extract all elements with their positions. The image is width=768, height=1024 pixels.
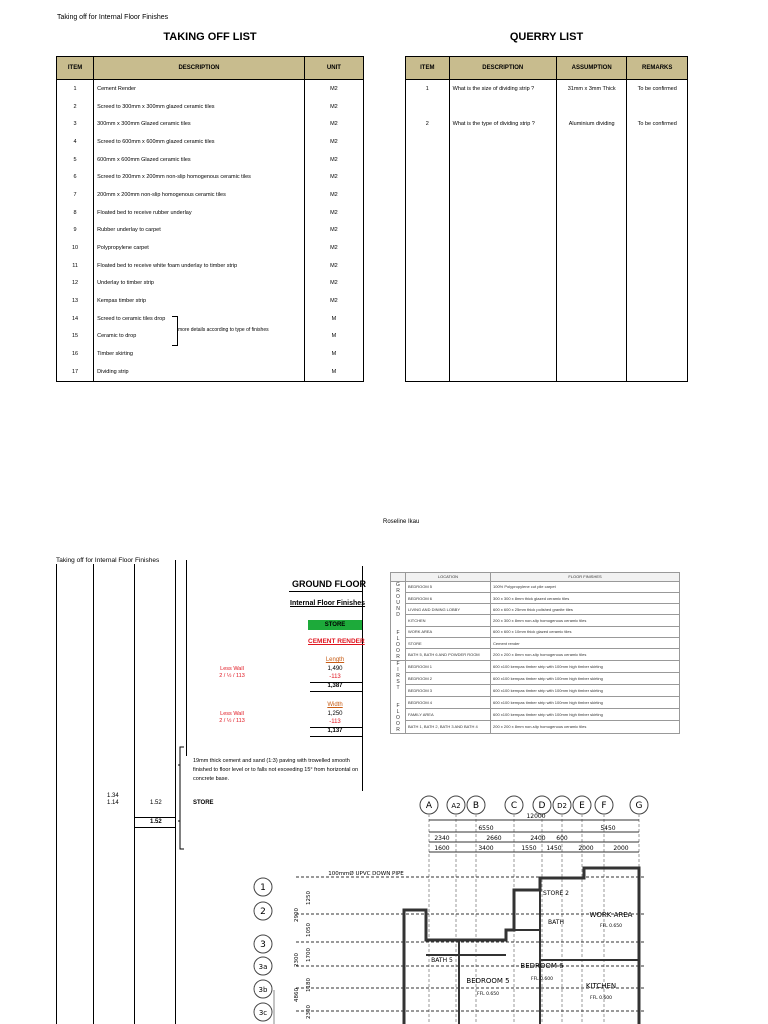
schedule-row	[391, 649, 680, 660]
room-label: WORK AREA	[589, 911, 633, 919]
assumption-cell	[556, 186, 627, 204]
grid-label: 2	[260, 907, 266, 917]
remarks-cell	[627, 168, 688, 186]
dimension-text: 1550	[521, 845, 537, 852]
table-row	[406, 204, 688, 222]
finish-cell: 600 x 600 x 25mm thick polished granite tiles	[491, 604, 680, 615]
room-label: BEDROOM 5	[466, 977, 510, 985]
sum-line	[134, 827, 175, 828]
description-cell: Floated bed to receive white foam underlay to timber strip	[94, 257, 305, 275]
dimension-text: 600	[556, 835, 568, 842]
description-cell: 300mm x 300mm Glazed ceramic tiles	[94, 115, 305, 133]
remarks-cell	[627, 239, 688, 257]
location-cell: BEDROOM 5	[406, 581, 491, 592]
table-row	[57, 275, 364, 293]
finish-cell: 300 x 300 x 8mm thick glazed ceramic tiles	[491, 592, 680, 603]
unit-cell: M2	[304, 257, 363, 275]
remarks-cell	[627, 310, 688, 328]
remarks-cell	[627, 98, 688, 116]
grid-label: F	[601, 801, 607, 811]
item-cell: 1	[406, 80, 450, 98]
brace-note: more details according to type of finishes	[178, 327, 269, 333]
table-row	[406, 151, 688, 169]
table-row	[57, 222, 364, 240]
description-text: 19mm thick cement and sand (1:3) paving with trowelled smooth finished to floor level or to falls not exceeding 15° from horizontal on concrete base.	[193, 758, 359, 782]
description-cell	[449, 151, 556, 169]
width-label: Width	[327, 702, 343, 708]
length-less: -113	[329, 674, 341, 680]
description-cell: Ceramic to drop	[94, 328, 305, 346]
unit-cell: M2	[304, 168, 363, 186]
dimension-text: 2340	[434, 835, 450, 842]
remarks-cell	[627, 275, 688, 293]
assumption-cell	[556, 345, 627, 363]
description-cell	[449, 222, 556, 240]
unit-cell: M2	[304, 151, 363, 169]
schedule-row	[391, 581, 680, 592]
item-cell: 2	[57, 98, 94, 116]
table-row	[57, 363, 364, 381]
description-cell	[449, 310, 556, 328]
description-cell: What is the size of dividing strip ?	[449, 80, 556, 98]
item-cell	[406, 328, 450, 346]
finish-cell: 600 x100 kempas timber strip with 100mm high timber skirting	[491, 672, 680, 684]
item-cell	[406, 257, 450, 275]
schedule-row	[391, 684, 680, 696]
unit-cell: M2	[304, 222, 363, 240]
schedule-row	[391, 604, 680, 615]
description-cell: Timber skirting	[94, 345, 305, 363]
schedule-header	[391, 573, 680, 582]
store-item-label: STORE	[193, 800, 214, 806]
location-cell: LIVING AND DINING LOBBY	[406, 604, 491, 615]
dimension-text: 6550	[478, 825, 494, 832]
grid-label: D2	[557, 802, 567, 810]
table-row	[57, 168, 364, 186]
item-cell	[406, 186, 450, 204]
header-note: Taking off for Internal Floor Finishes	[57, 14, 169, 21]
location-cell: FAMILY AREA	[406, 709, 491, 721]
table-row	[406, 98, 688, 116]
item-cell	[406, 363, 450, 381]
less-wall-calc: 2 / ½ / 113	[219, 673, 245, 679]
less-wall-label: Less Wall	[220, 666, 244, 672]
assumption-cell	[556, 328, 627, 346]
description-cell	[449, 275, 556, 293]
description-cell	[449, 186, 556, 204]
sum-line	[310, 736, 362, 737]
description-cell: Screed to 200mm x 200mm non-slip homogenous ceramic tiles	[94, 168, 305, 186]
table-row	[57, 98, 364, 116]
finish-cell: 200 x 300 x 8mm non-slip homogenous ceramic tiles	[491, 615, 680, 626]
dimension-text: 2000	[613, 845, 629, 852]
cement-render-heading: CEMENT RENDER	[308, 638, 365, 645]
dimension-text: 4860	[294, 988, 300, 1002]
floor-label: F I R S T F L O O R	[391, 660, 406, 733]
table-row	[406, 328, 688, 346]
assumption-cell	[556, 204, 627, 222]
dimension-text: 2900	[294, 908, 300, 922]
schedule-row	[391, 721, 680, 733]
remarks-cell	[627, 328, 688, 346]
assumption-cell	[556, 98, 627, 116]
assumption-cell	[556, 239, 627, 257]
description-cell: Polypropylene carpet	[94, 239, 305, 257]
schedule-row	[391, 592, 680, 603]
item-cell: 11	[57, 257, 94, 275]
dimension-text: 5450	[600, 825, 616, 832]
ruling-line	[134, 560, 135, 1024]
description-cell	[449, 204, 556, 222]
item-cell: 8	[57, 204, 94, 222]
item-cell	[406, 275, 450, 293]
item-cell	[406, 204, 450, 222]
location-cell: BEDROOM 1	[406, 660, 491, 672]
item-cell	[406, 239, 450, 257]
dimension-text: 2300	[294, 953, 300, 967]
item-cell: 2	[406, 115, 450, 133]
location-cell: BEDROOM 4	[406, 697, 491, 709]
length-label: Length	[325, 657, 345, 663]
description-cell	[449, 257, 556, 275]
unit-cell: M	[304, 345, 363, 363]
total-value: 1.52	[150, 819, 162, 825]
width-value: 1,250	[327, 711, 343, 717]
ruling-line	[56, 560, 57, 1024]
table-row	[406, 133, 688, 151]
assumption-cell	[556, 151, 627, 169]
item-cell: 12	[57, 275, 94, 293]
item-cell: 1	[57, 80, 94, 98]
table-row	[57, 186, 364, 204]
assumption-cell	[556, 133, 627, 151]
table-row	[406, 222, 688, 240]
item-cell: 15	[57, 328, 94, 346]
ground-floor-heading: GROUND FLOOR	[292, 579, 366, 589]
room-label: BATH 5	[431, 957, 453, 964]
item-cell: 16	[57, 345, 94, 363]
schedule-row	[391, 697, 680, 709]
length-value: 1,490	[327, 666, 343, 672]
assumption-cell	[556, 168, 627, 186]
grid-label: 3c	[258, 1009, 268, 1017]
grid-label: 3b	[258, 986, 268, 994]
ruling-line	[186, 560, 187, 756]
table-row	[406, 257, 688, 275]
unit-cell: M	[304, 328, 363, 346]
item-cell: 5	[57, 151, 94, 169]
finish-cell: 600 x100 kempas timber strip with 100mm high timber skirting	[491, 684, 680, 696]
grid-label: C	[510, 801, 518, 811]
remarks-cell: To be confirmed	[627, 80, 688, 98]
description-cell	[449, 98, 556, 116]
remarks-cell	[627, 151, 688, 169]
finish-cell: 600 x100 kempas timber strip with 100mm high timber skirting	[491, 697, 680, 709]
table-row	[57, 204, 364, 222]
grid-label: 3a	[258, 963, 268, 971]
item-cell	[406, 222, 450, 240]
finish-cell: 600 x100 kempas timber strip with 100mm high timber skirting	[491, 709, 680, 721]
internal-finishes-heading: Internal Floor Finishes	[290, 600, 366, 607]
location-cell: BEDROOM 2	[406, 672, 491, 684]
table-row	[57, 257, 364, 275]
assumption-cell	[556, 222, 627, 240]
location-cell: BATH 5, BATH 6 AND POWDER ROOM	[406, 649, 491, 660]
dimension-text: 1600	[434, 845, 450, 852]
location-cell: STORE	[406, 638, 491, 649]
item-cell	[406, 98, 450, 116]
finish-cell: 600 x100 kempas timber strip with 100mm high timber skirting	[491, 660, 680, 672]
dim-value: 1.52	[150, 800, 162, 806]
grid-label: E	[579, 801, 585, 811]
table-row	[406, 168, 688, 186]
table-row	[57, 80, 364, 98]
table-row	[406, 80, 688, 98]
item-cell	[406, 345, 450, 363]
assumption-cell	[556, 257, 627, 275]
unit-cell: M	[304, 363, 363, 381]
assumption-cell: Aluminium dividing	[556, 115, 627, 133]
col-header: FLOOR FINISHES	[491, 573, 680, 582]
description-cell: Screed to 600mm x 600mm glazed ceramic tiles	[94, 133, 305, 151]
ffl-label: FFL 0.600	[531, 977, 553, 982]
remarks-cell	[627, 133, 688, 151]
description-cell	[449, 363, 556, 381]
description-cell: Screed to ceramic tiles drop	[94, 310, 305, 328]
item-cell	[406, 292, 450, 310]
location-cell: BEDROOM 3	[406, 684, 491, 696]
finish-cell: 200 x 200 x 8mm non-slip homogenous ceramic tiles	[491, 649, 680, 660]
unit-cell: M2	[304, 204, 363, 222]
assumption-cell	[556, 363, 627, 381]
schedule-row	[391, 615, 680, 626]
schedule-row	[391, 672, 680, 684]
dimension-text: 1700	[306, 948, 312, 962]
location-cell: BATH 1, BATH 2, BATH 3 AND BATH 4	[406, 721, 491, 733]
finish-cell: 100% Polypropylene cut pile carpet	[491, 581, 680, 592]
unit-cell: M	[304, 310, 363, 328]
unit-cell: M2	[304, 115, 363, 133]
table-row	[57, 310, 364, 328]
floor-label: G R O U N D F L O O R	[391, 581, 406, 660]
remarks-cell	[627, 204, 688, 222]
finishes-schedule	[390, 572, 680, 734]
item-cell: 13	[57, 292, 94, 310]
location-cell: KITCHEN	[406, 615, 491, 626]
floor-plan	[244, 790, 664, 1024]
table-row	[57, 151, 364, 169]
remarks-cell	[627, 222, 688, 240]
schedule-row	[391, 626, 680, 637]
sum-line	[134, 817, 175, 818]
length-result: 1,387	[327, 683, 343, 689]
querry-table	[405, 56, 688, 382]
grid-label: D	[538, 801, 546, 811]
description-cell: Kempas timber strip	[94, 292, 305, 310]
description-cell: Cement Render	[94, 80, 305, 98]
item-cell	[406, 151, 450, 169]
sum-line	[310, 691, 362, 692]
table-row	[406, 363, 688, 381]
grid-label: 3	[260, 940, 266, 950]
description-cell	[449, 345, 556, 363]
description-cell	[449, 168, 556, 186]
col-header: ITEM	[57, 57, 94, 80]
bracket-brace	[176, 745, 188, 853]
dimension-text: 2400	[530, 835, 546, 842]
grid-label: A	[425, 801, 433, 811]
grid-label: B	[472, 801, 480, 811]
description-cell	[449, 292, 556, 310]
remarks-cell	[627, 186, 688, 204]
schedule-row	[391, 709, 680, 721]
taking-off-title: TAKING OFF LIST	[163, 31, 257, 43]
dimension-text: 12000	[526, 813, 546, 820]
col-header: ITEM	[406, 57, 450, 80]
assumption-cell	[556, 275, 627, 293]
description-cell: Rubber underlay to carpet	[94, 222, 305, 240]
dimension-text: 1050	[306, 923, 312, 937]
grid-label: G	[635, 801, 643, 811]
unit-cell: M2	[304, 186, 363, 204]
unit-cell: M2	[304, 292, 363, 310]
querry-title: QUERRY LIST	[509, 31, 584, 43]
table-row	[57, 345, 364, 363]
unit-cell: M2	[304, 80, 363, 98]
description-cell: Underlay to timber strip	[94, 275, 305, 293]
width-result: 1,137	[327, 728, 343, 734]
table-row	[406, 345, 688, 363]
ffl-label: FFL 0.650	[600, 924, 622, 929]
table-row	[406, 186, 688, 204]
description-cell	[449, 239, 556, 257]
dim-value: 1.14	[107, 800, 119, 806]
grid-label: 1	[260, 883, 266, 893]
table-row	[406, 310, 688, 328]
dimension-text: 2300	[306, 1005, 312, 1019]
assumption-cell	[556, 310, 627, 328]
item-cell: 14	[57, 310, 94, 328]
room-label: BATH	[548, 919, 564, 926]
col-header: DESCRIPTION	[94, 57, 305, 80]
dimension-text: 2660	[486, 835, 502, 842]
item-cell: 17	[57, 363, 94, 381]
item-cell: 6	[57, 168, 94, 186]
description-cell	[449, 133, 556, 151]
description-cell: What is the type of dividing strip ?	[449, 115, 556, 133]
finish-cell: 200 x 200 x 8mm non-slip homogenous ceramic tiles	[491, 721, 680, 733]
item-cell: 10	[57, 239, 94, 257]
underline	[289, 591, 362, 592]
table-row	[406, 115, 688, 133]
ruling-line	[93, 560, 94, 1024]
description-cell: Floated bed to receive rubber underlay	[94, 204, 305, 222]
unit-cell: M2	[304, 133, 363, 151]
table-row	[406, 275, 688, 293]
unit-cell: M2	[304, 239, 363, 257]
dimension-text: 1450	[546, 845, 562, 852]
unit-cell: M2	[304, 275, 363, 293]
less-wall-calc: 2 / ½ / 113	[219, 718, 245, 724]
dimension-text: 1250	[306, 891, 312, 905]
room-label: BEDROOM 6	[520, 962, 564, 970]
remarks-cell	[627, 257, 688, 275]
table-row	[406, 239, 688, 257]
description-cell: Screed to 300mm x 300mm glazed ceramic tiles	[94, 98, 305, 116]
col-header: DESCRIPTION	[449, 57, 556, 80]
dim-value: 1.34	[107, 793, 119, 799]
item-cell: 4	[57, 133, 94, 151]
table-row	[406, 292, 688, 310]
item-cell	[406, 133, 450, 151]
room-label: KITCHEN	[585, 982, 617, 990]
table-row	[57, 292, 364, 310]
remarks-cell	[627, 345, 688, 363]
remarks-cell	[627, 292, 688, 310]
description-cell	[449, 328, 556, 346]
ffl-label: FFL 0.600	[590, 996, 612, 1001]
dimension-text: 3400	[478, 845, 494, 852]
room-label: STORE 2	[543, 890, 569, 897]
assumption-cell	[556, 292, 627, 310]
table-row	[57, 115, 364, 133]
schedule-row	[391, 660, 680, 672]
item-cell: 3	[57, 115, 94, 133]
description-cell: 200mm x 200mm non-slip homogenous ceramic tiles	[94, 186, 305, 204]
item-cell	[406, 310, 450, 328]
table-row	[57, 239, 364, 257]
table-row	[57, 133, 364, 151]
dimension-text: 2000	[578, 845, 594, 852]
location-cell: BEDROOM 6	[406, 592, 491, 603]
description-cell: 600mm x 600mm Glazed ceramic tiles	[94, 151, 305, 169]
col-header: ASSUMPTION	[556, 57, 627, 80]
remarks-cell	[627, 363, 688, 381]
dimension-text: 1180	[306, 978, 312, 992]
assumption-cell: 31mm x 3mm Thick	[556, 80, 627, 98]
less-wall-label: Less Wall	[220, 711, 244, 717]
col-header: UNIT	[304, 57, 363, 80]
author-name: Roseline Ikau	[383, 519, 420, 525]
worksheet-note: Taking off for Internal Floor Finishes	[56, 557, 160, 564]
col-header: REMARKS	[627, 57, 688, 80]
unit-cell: M2	[304, 98, 363, 116]
item-cell: 9	[57, 222, 94, 240]
location-cell: WORK AREA	[406, 626, 491, 637]
item-cell: 7	[57, 186, 94, 204]
pipe-label: 100mmØ UPVC DOWN PIPE	[328, 871, 404, 877]
schedule-row	[391, 638, 680, 649]
remarks-cell: To be confirmed	[627, 115, 688, 133]
ffl-label: FFL 0.650	[477, 992, 499, 997]
item-cell	[406, 168, 450, 186]
finish-cell: Cement render	[491, 638, 680, 649]
col-header: LOCATION	[406, 573, 491, 582]
store-tag: STORE	[308, 620, 362, 630]
width-less: -113	[329, 719, 341, 725]
grid-label: A2	[451, 802, 461, 810]
description-cell: Dividing strip	[94, 363, 305, 381]
finish-cell: 600 x 600 x 10mm thick glazed ceramic tiles	[491, 626, 680, 637]
